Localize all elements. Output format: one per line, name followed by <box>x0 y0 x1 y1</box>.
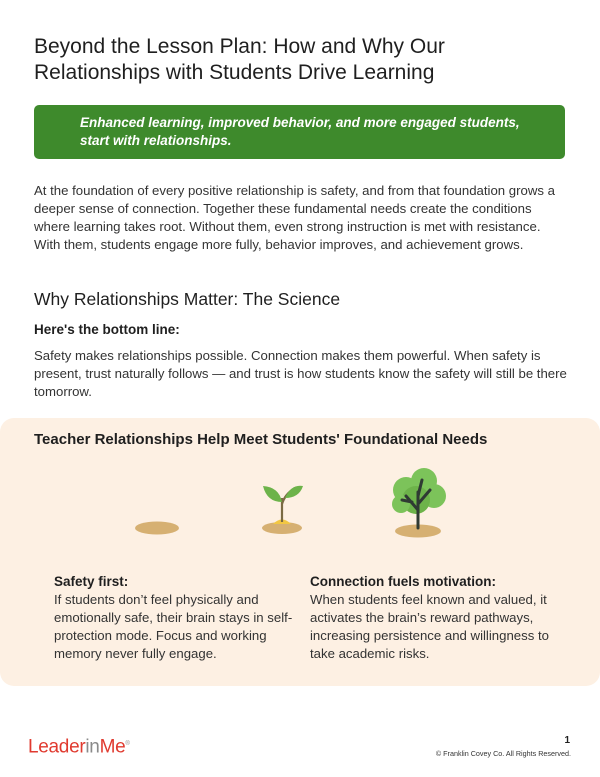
needs-column-connection <box>310 574 550 663</box>
leader-in-me-logo <box>28 733 130 758</box>
page-number: 1 <box>564 735 570 746</box>
logo-in: in <box>85 736 100 758</box>
section-body: Safety makes relationships possible. Connection makes them powerful. When safety is present, trust naturally follows — and trust is how students know the safety will still be there tomorrow. <box>34 348 567 399</box>
column-heading: Connection fuels motivation: <box>310 574 497 589</box>
callout-banner <box>34 105 565 159</box>
callout-text: Enhanced learning, improved behavior, and more engaged students, start with relationships. <box>80 115 520 148</box>
tree-icon <box>386 466 450 540</box>
sprout-icon <box>255 478 307 536</box>
needs-heading: Teacher Relationships Help Meet Students' Foundational Needs <box>34 431 488 448</box>
needs-panel <box>0 418 600 686</box>
section-subheading: Here's the bottom line: <box>34 322 180 337</box>
logo-leader: Leader <box>28 736 86 758</box>
section-heading: Why Relationships Matter: The Science <box>34 289 341 309</box>
needs-column-safety <box>54 574 294 663</box>
column-body: If students don’t feel physically and emotionally safe, their brain stays in self-protection mode. Focus and working memory never fully engage. <box>54 592 293 661</box>
logo-me: Me <box>99 736 126 758</box>
soil-icon <box>133 520 181 536</box>
page-title: Beyond the Lesson Plan: How and Why Our Relationships with Students Drive Learning <box>34 35 445 84</box>
column-heading: Safety first: <box>54 574 129 589</box>
logo-registered-mark: ® <box>125 741 130 747</box>
intro-paragraph: At the foundation of every positive relationship is safety, and from that foundation grows a deeper sense of connection. Together these fundamental needs create the conditions where learning takes root. Without them, even strong instruction is met with resistance. With them, students engage more fully, behavior improves, and achievement grows. <box>34 183 555 252</box>
column-body: When students feel known and valued, it activates the brain’s reward pathways, increasing persistence and willingness to take academic risks. <box>310 592 549 661</box>
copyright-notice: © Franklin Covey Co. All Rights Reserved. <box>435 749 571 758</box>
